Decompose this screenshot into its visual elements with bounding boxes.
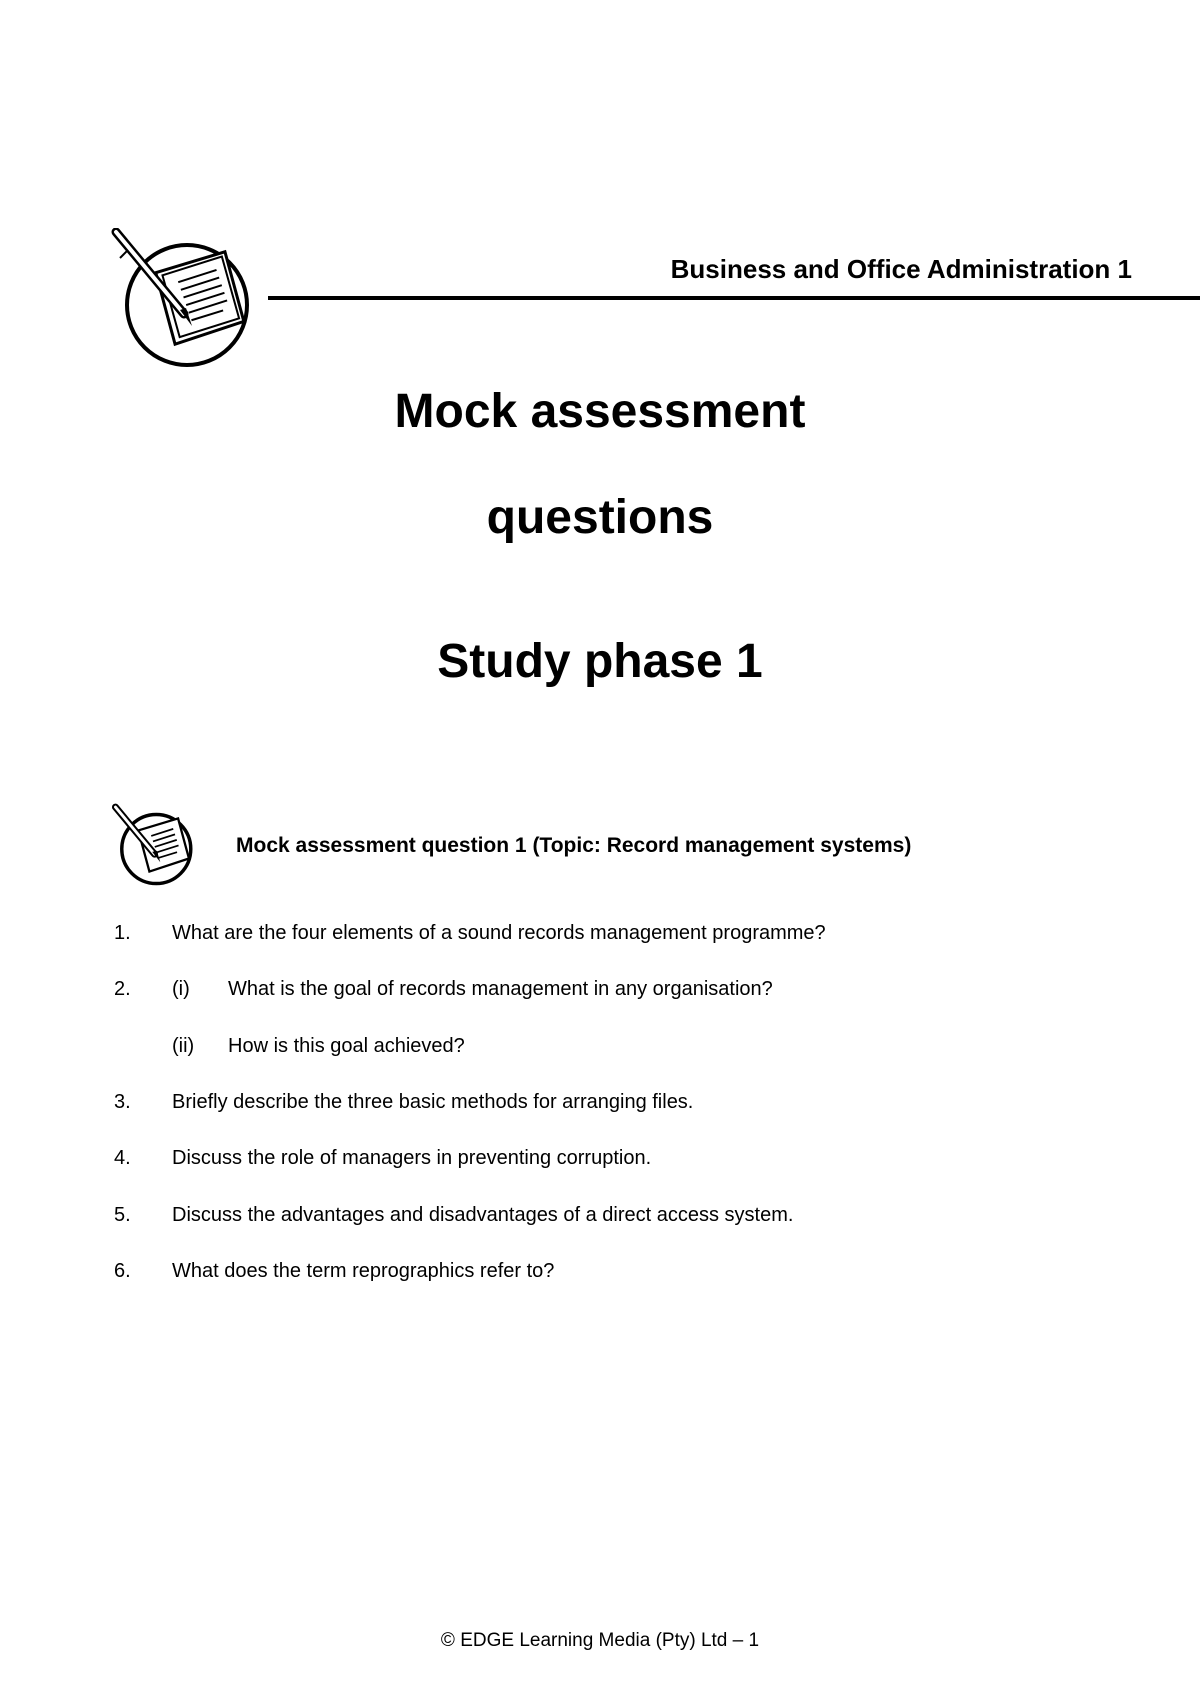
question-text: Discuss the role of managers in preventing corruption. — [172, 1147, 652, 1169]
page-title-line-2: questions — [486, 491, 714, 544]
page-title-line-1: Mock assessment — [394, 385, 806, 438]
question-number: 3. — [114, 1091, 131, 1113]
question-text: Briefly describe the three basic methods for arranging files. — [172, 1091, 694, 1113]
question-number: 5. — [114, 1204, 131, 1226]
question-number: 1. — [114, 922, 131, 944]
header-title: Business and Office Administration 1 — [670, 254, 1132, 284]
header-divider — [268, 296, 1200, 300]
question-number: 4. — [114, 1147, 131, 1169]
question-text: Discuss the advantages and disadvantages of a direct access system. — [172, 1204, 794, 1226]
notebook-pen-icon — [110, 228, 270, 368]
question-text: How is this goal achieved? — [228, 1035, 465, 1057]
page-footer: © EDGE Learning Media (Pty) Ltd – 1 — [440, 1630, 760, 1651]
question-number: 2. — [114, 978, 131, 1000]
question-text: What are the four elements of a sound records management programme? — [172, 922, 826, 944]
question-sub-number: (ii) — [172, 1035, 195, 1057]
question-number: 6. — [114, 1260, 131, 1282]
question-sub-number: (i) — [172, 978, 190, 1000]
notebook-pen-icon — [112, 800, 204, 890]
question-text: What is the goal of records management in any organisation? — [228, 978, 773, 1000]
section-heading: Mock assessment question 1 (Topic: Record management systems) — [236, 834, 912, 857]
page-subtitle: Study phase 1 — [437, 635, 763, 688]
page-title — [0, 378, 1200, 590]
question-text: What does the term reprographics refer to? — [172, 1260, 555, 1282]
